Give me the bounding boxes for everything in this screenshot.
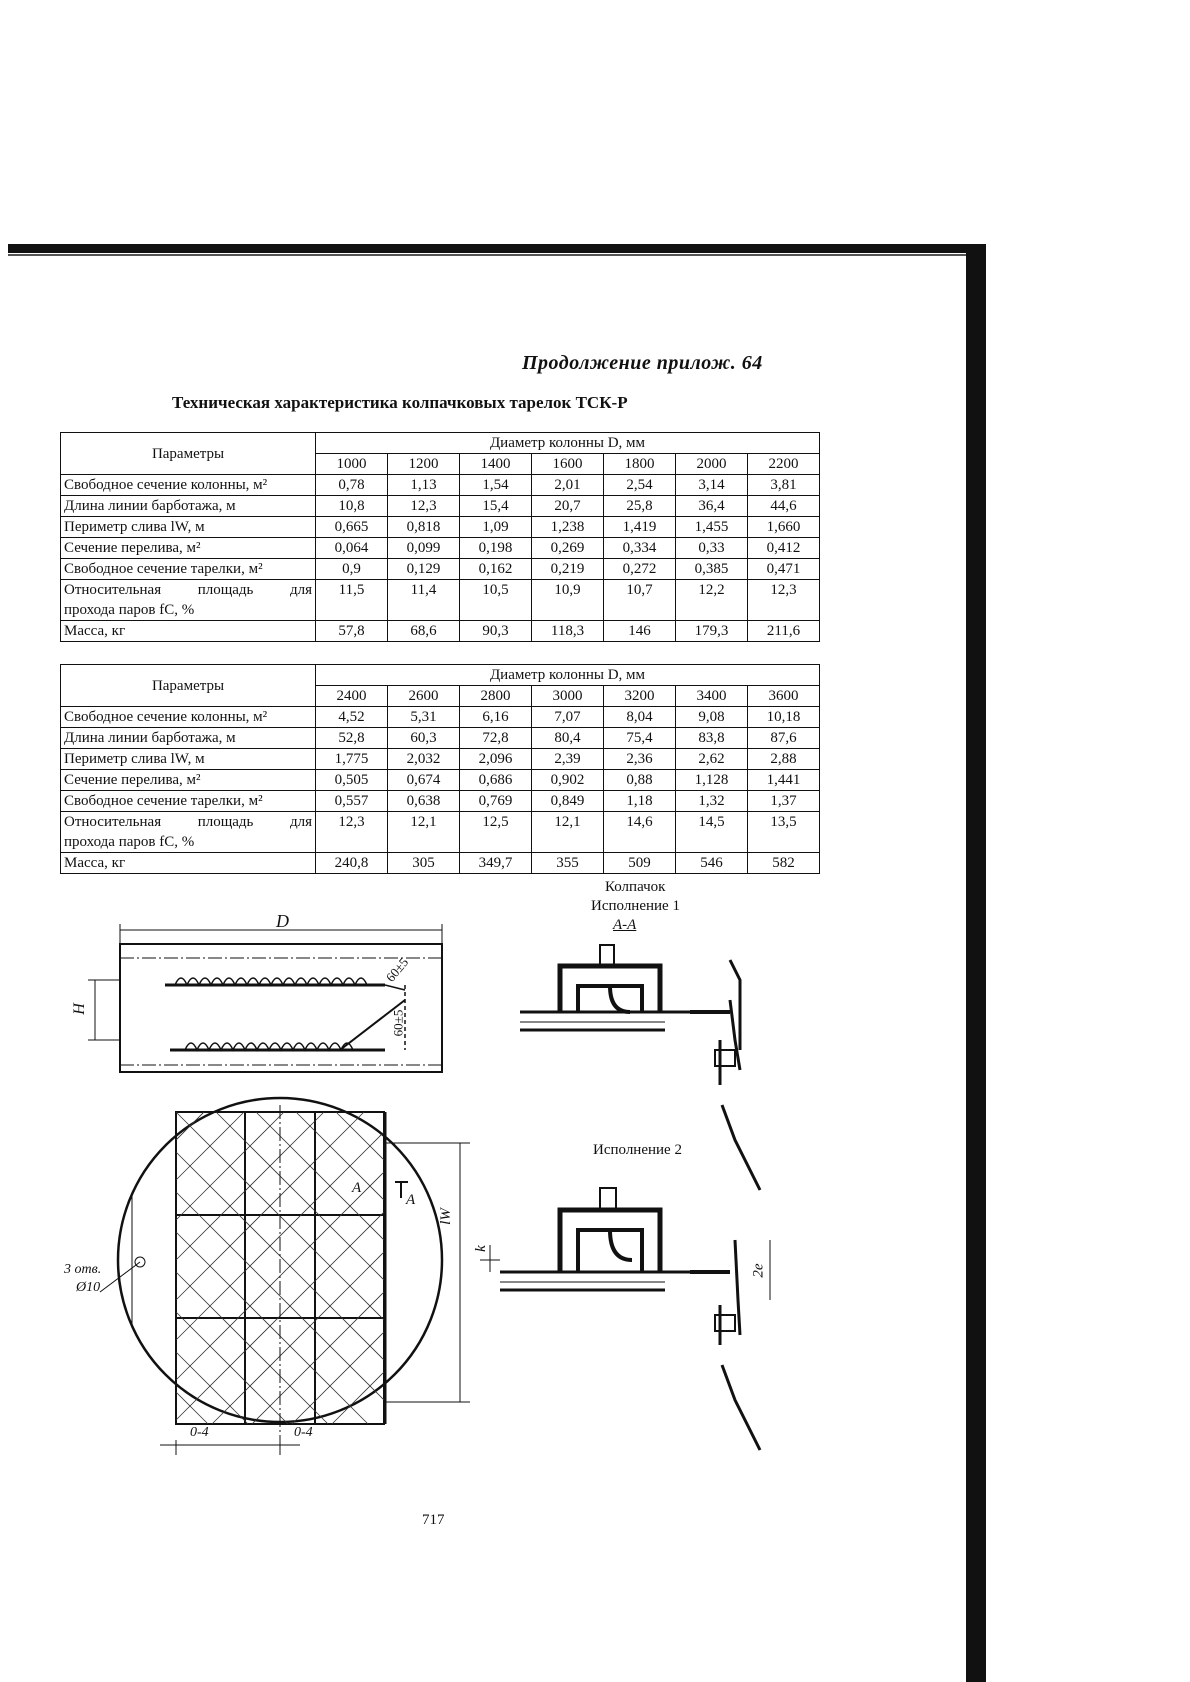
table-cell: 80,4 <box>532 728 604 749</box>
holes-diameter: Ø10 <box>76 1280 101 1295</box>
table-cell: 5,31 <box>388 707 460 728</box>
diameter-cell: 2200 <box>748 454 820 475</box>
diameter-cell: 3200 <box>604 686 676 707</box>
table-cell: 1,660 <box>748 517 820 538</box>
row-label: Периметр слива lW, м <box>61 749 316 770</box>
table-cell: 0,674 <box>388 770 460 791</box>
diameter-cell: 3000 <box>532 686 604 707</box>
table-cell: 15,4 <box>460 496 532 517</box>
table-cell: 118,3 <box>532 621 604 642</box>
appendix-continuation: Продолжение прилож. 64 <box>522 352 763 374</box>
table-cell: 90,3 <box>460 621 532 642</box>
table-cell: 12,3 <box>388 496 460 517</box>
param-header: Параметры <box>61 433 316 475</box>
table-cell: 10,8 <box>316 496 388 517</box>
diameter-cell: 1000 <box>316 454 388 475</box>
table-cell: 0,269 <box>532 538 604 559</box>
table-cell: 10,18 <box>748 707 820 728</box>
gap-label-left: 0-4 <box>190 1425 209 1440</box>
table-cell: 0,162 <box>460 559 532 580</box>
label-2e: 2e <box>750 1263 767 1278</box>
row-label-line: прохода паров fC, % <box>64 602 195 618</box>
diameter-cell: 1400 <box>460 454 532 475</box>
table-cell: 0,665 <box>316 517 388 538</box>
table-cell: 2,39 <box>532 749 604 770</box>
table-cell: 1,54 <box>460 475 532 496</box>
diameter-cell: 2400 <box>316 686 388 707</box>
table-cell: 52,8 <box>316 728 388 749</box>
table-cell: 3,81 <box>748 475 820 496</box>
table-cell: 582 <box>748 853 820 874</box>
table-cell: 2,01 <box>532 475 604 496</box>
table-cell: 12,2 <box>676 580 748 621</box>
diameter-cell: 1600 <box>532 454 604 475</box>
table-cell: 0,129 <box>388 559 460 580</box>
table-cell: 0,272 <box>604 559 676 580</box>
table-cell: 14,6 <box>604 812 676 853</box>
table-cell: 0,099 <box>388 538 460 559</box>
table-cell: 68,6 <box>388 621 460 642</box>
table-cell: 6,16 <box>460 707 532 728</box>
row-label: Свободное сечение колонны, м² <box>61 475 316 496</box>
table-cell: 1,238 <box>532 517 604 538</box>
table-cell: 20,7 <box>532 496 604 517</box>
table-cell: 2,36 <box>604 749 676 770</box>
row-label: Сечение перелива, м² <box>61 538 316 559</box>
table-cell: 0,385 <box>676 559 748 580</box>
diameter-cell: 1800 <box>604 454 676 475</box>
table-cell: 1,455 <box>676 517 748 538</box>
table-cell: 72,8 <box>460 728 532 749</box>
row-label: Свободное сечение колонны, м² <box>61 707 316 728</box>
table-cell: 0,686 <box>460 770 532 791</box>
table-cell: 509 <box>604 853 676 874</box>
table-cell: 1,419 <box>604 517 676 538</box>
row-label: Масса, кг <box>61 621 316 642</box>
table-cell: 60,3 <box>388 728 460 749</box>
table-cell: 3,14 <box>676 475 748 496</box>
label-H: H <box>70 1003 88 1015</box>
table-cell: 1,775 <box>316 749 388 770</box>
diameter-cell: 1200 <box>388 454 460 475</box>
table-cell: 4,52 <box>316 707 388 728</box>
table-cell: 0,638 <box>388 791 460 812</box>
diameter-cell: 2000 <box>676 454 748 475</box>
table-cell: 1,13 <box>388 475 460 496</box>
table-cell: 2,54 <box>604 475 676 496</box>
table-cell: 349,7 <box>460 853 532 874</box>
table-cell: 0,9 <box>316 559 388 580</box>
gap-label-right: 0-4 <box>294 1425 313 1440</box>
row-label: Сечение перелива, м² <box>61 770 316 791</box>
table-cell: 12,1 <box>532 812 604 853</box>
table-cell: 11,5 <box>316 580 388 621</box>
table-cell: 10,5 <box>460 580 532 621</box>
label-lw: lW <box>437 1208 454 1225</box>
table-cell: 2,032 <box>388 749 460 770</box>
table-cell: 2,88 <box>748 749 820 770</box>
table-cell: 12,5 <box>460 812 532 853</box>
section-label: А-А <box>613 917 637 933</box>
table-cell: 305 <box>388 853 460 874</box>
row-label: Длина линии барботажа, м <box>61 496 316 517</box>
table-cell: 8,04 <box>604 707 676 728</box>
table-cell: 0,198 <box>460 538 532 559</box>
table-cell: 211,6 <box>748 621 820 642</box>
holes-label: 3 отв. <box>64 1262 102 1277</box>
version-1-label: Исполнение 1 <box>591 898 680 914</box>
table-cell: 1,09 <box>460 517 532 538</box>
table-cell: 83,8 <box>676 728 748 749</box>
diameter-header: Диаметр колонны D, мм <box>316 433 820 454</box>
label-k: k <box>472 1245 489 1252</box>
version-2-label: Исполнение 2 <box>593 1142 682 1158</box>
table-cell: 179,3 <box>676 621 748 642</box>
table-cell: 10,9 <box>532 580 604 621</box>
side-view <box>88 924 442 1072</box>
table-cell: 75,4 <box>604 728 676 749</box>
table-cell: 0,78 <box>316 475 388 496</box>
table-cell: 44,6 <box>748 496 820 517</box>
table-cell: 9,08 <box>676 707 748 728</box>
table-cell: 12,1 <box>388 812 460 853</box>
table-cell: 2,096 <box>460 749 532 770</box>
cap-version-2 <box>480 1188 770 1450</box>
table-cell: 10,7 <box>604 580 676 621</box>
table-cell: 87,6 <box>748 728 820 749</box>
table-cell: 0,769 <box>460 791 532 812</box>
table-cell: 0,219 <box>532 559 604 580</box>
table-cell: 0,471 <box>748 559 820 580</box>
cap-title: Колпачок <box>605 879 666 895</box>
row-label-line: прохода паров fC, % <box>64 834 195 850</box>
table-cell: 0,902 <box>532 770 604 791</box>
row-label-line: Относительная площадь для <box>64 582 312 598</box>
diameter-cell: 2600 <box>388 686 460 707</box>
table-cell: 355 <box>532 853 604 874</box>
diameter-cell: 3400 <box>676 686 748 707</box>
page-title: Техническая характеристика колпачковых тарелок ТСК-Р <box>172 393 628 412</box>
angle-label: 60±5 <box>382 954 412 985</box>
table-cell: 0,33 <box>676 538 748 559</box>
angle-label-2: 60±5 <box>390 1009 406 1037</box>
label-A-left: A <box>352 1180 362 1196</box>
row-label-line: Относительная площадь для <box>64 814 312 830</box>
table-cell: 11,4 <box>388 580 460 621</box>
row-label: Свободное сечение тарелки, м² <box>61 559 316 580</box>
table-cell: 2,62 <box>676 749 748 770</box>
row-label: Длина линии барботажа, м <box>61 728 316 749</box>
table-cell: 0,818 <box>388 517 460 538</box>
table-cell: 36,4 <box>676 496 748 517</box>
table-cell: 12,3 <box>316 812 388 853</box>
table-cell: 0,557 <box>316 791 388 812</box>
row-label: Масса, кг <box>61 853 316 874</box>
table-cell: 0,334 <box>604 538 676 559</box>
diameter-cell: 3600 <box>748 686 820 707</box>
table-cell: 0,849 <box>532 791 604 812</box>
table-cell: 12,3 <box>748 580 820 621</box>
diameter-header: Диаметр колонны D, мм <box>316 665 820 686</box>
table-cell: 1,32 <box>676 791 748 812</box>
table-cell: 1,37 <box>748 791 820 812</box>
table-cell: 1,18 <box>604 791 676 812</box>
table-cell: 0,88 <box>604 770 676 791</box>
table-cell: 546 <box>676 853 748 874</box>
page-number: 717 <box>422 1512 445 1528</box>
row-label: Периметр слива lW, м <box>61 517 316 538</box>
table-cell: 13,5 <box>748 812 820 853</box>
diameter-cell: 2800 <box>460 686 532 707</box>
row-label: Свободное сечение тарелки, м² <box>61 791 316 812</box>
table-cell: 240,8 <box>316 853 388 874</box>
table-cell: 57,8 <box>316 621 388 642</box>
table-cell: 7,07 <box>532 707 604 728</box>
table-cell: 0,064 <box>316 538 388 559</box>
table-cell: 146 <box>604 621 676 642</box>
plan-view <box>100 1098 470 1455</box>
table-cell: 1,128 <box>676 770 748 791</box>
table-cell: 0,412 <box>748 538 820 559</box>
table-cell: 25,8 <box>604 496 676 517</box>
table-cell: 1,441 <box>748 770 820 791</box>
table-cell: 14,5 <box>676 812 748 853</box>
label-D: D <box>276 911 289 931</box>
param-header: Параметры <box>61 665 316 707</box>
table-cell: 0,505 <box>316 770 388 791</box>
label-A-right: A <box>406 1192 416 1208</box>
